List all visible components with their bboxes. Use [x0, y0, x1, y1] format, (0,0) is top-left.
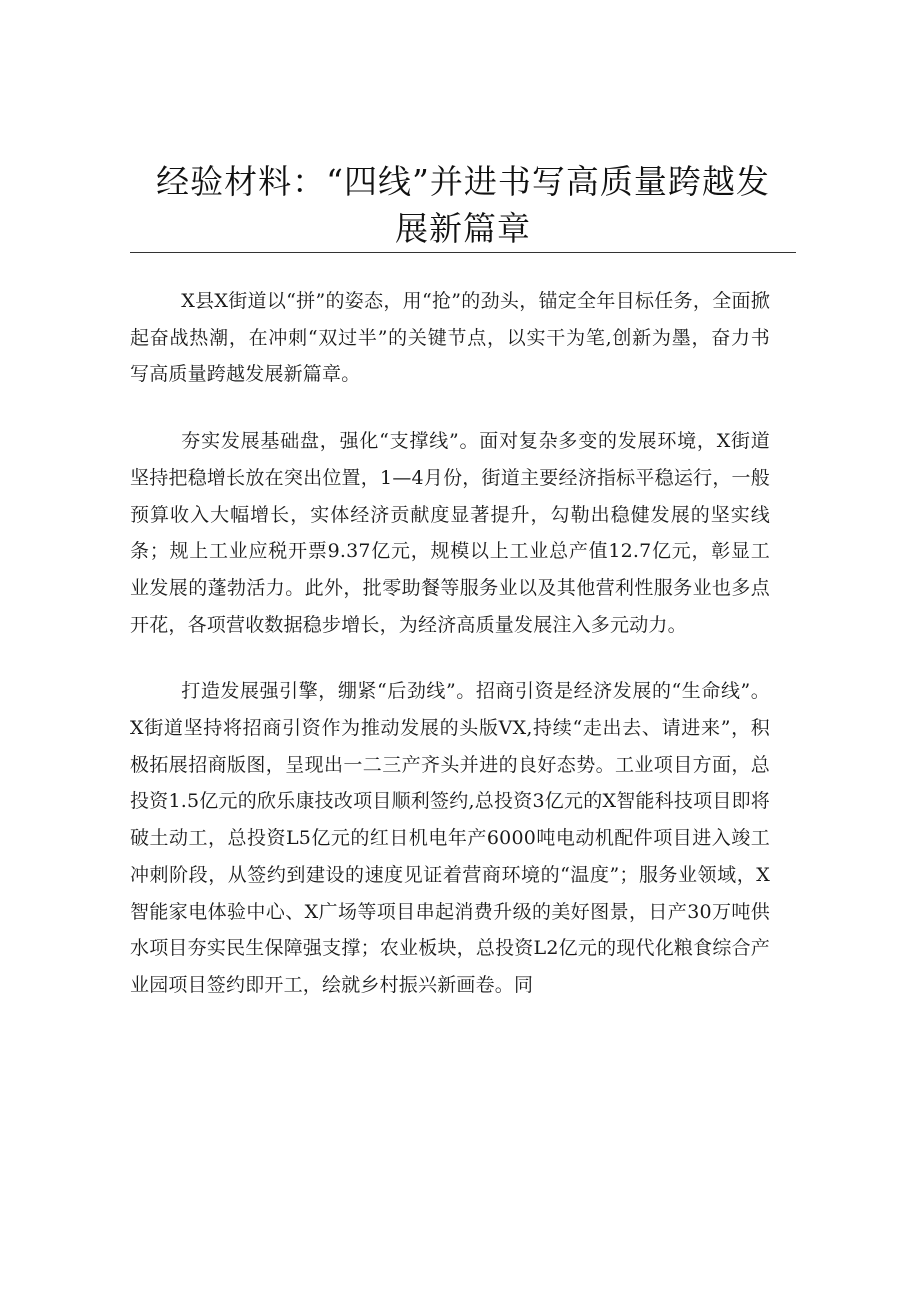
- paragraph-momentum-line: 打造发展强引擎，绷紧“后劲线”。招商引资是经济发展的“生命线”。X街道坚持将招商引资作为推动发展的头版VX,持续“走出去、请进来”，积极拓展招商版图，呈现出一二三产齐头并进的良好态势。工业项目方面，总投资1.5亿元的欣乐康技改项目顺利签约,总投资3亿元的X智能科技项目即将破土动工，总投资L5亿元的红日机电年产6000吨电动机配件项目进入竣工冲刺阶段，从签约到建设的速度见证着营商环境的“温度”；服务业领域，X智能家电体验中心、X广场等项目串起消费升级的美好图景，日产30万吨供水项目夯实民生保障强支撑；农业板块，总投资L2亿元的现代化粮食综合产业园项目签约即开工，绘就乡村振兴新画卷。同: [130, 680, 770, 996]
- document-title: [130, 158, 796, 252]
- title-line-1: 经验材料：“四线”并进书写高质量跨越发: [156, 162, 770, 201]
- paragraph-intro: X县X街道以“拼”的姿态，用“抢”的劲头，锚定全年目标任务，全面掀起奋战热潮，在冲刺“双过半”的关键节点，以实干为笔,创新为墨，奋力书写高质量跨越发展新篇章。: [130, 290, 770, 386]
- document-body: [130, 283, 770, 1034]
- title-line-2: 展新篇章: [395, 209, 531, 248]
- title-divider: [130, 252, 796, 253]
- paragraph-support-line: 夯实发展基础盘，强化“支撑线”。面对复杂多变的发展环境，X街道坚持把稳增长放在突出位置，1—4月份，街道主要经济指标平稳运行，一般预算收入大幅增长，实体经济贡献度显著提升，勾勒出稳健发展的坚实线条；规上工业应税开票9.37亿元，规模以上工业总产值12.7亿元，彰显工业发展的蓬勃活力。此外，批零助餐等服务业以及其他营利性服务业也多点开花，各项营收数据稳步增长，为经济高质量发展注入多元动力。: [130, 430, 770, 636]
